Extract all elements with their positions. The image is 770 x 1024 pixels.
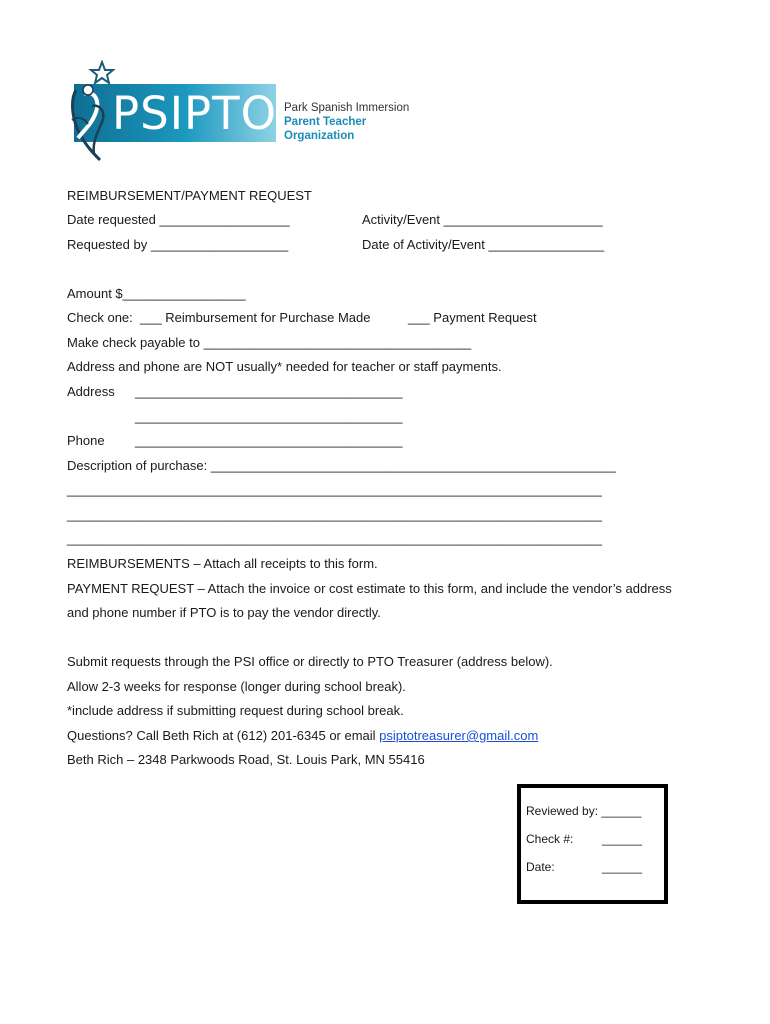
logo-wordmark: PSIPTO bbox=[112, 87, 278, 140]
treasurer-address: Beth Rich – 2348 Parkwoods Road, St. Louis Park, MN 55416 bbox=[67, 752, 425, 767]
psipto-logo bbox=[66, 60, 410, 164]
payment-request-instruction-1: PAYMENT REQUEST – Attach the invoice or cost estimate to this form, and include the vendor’s address bbox=[67, 581, 672, 596]
activity-event-field[interactable]: Activity/Event ______________________ bbox=[362, 212, 603, 227]
check-number-label: Check #: bbox=[526, 832, 574, 846]
date-of-activity-field[interactable]: Date of Activity/Event ________________ bbox=[362, 237, 605, 252]
treasurer-email-link[interactable]: psiptotreasurer@gmail.com bbox=[379, 728, 539, 743]
address-label: Address bbox=[67, 384, 115, 399]
address-line-1[interactable]: _____________________________________ bbox=[135, 384, 403, 399]
payable-to-field[interactable]: Make check payable to _____________________________________ bbox=[67, 335, 472, 350]
allow-instruction: Allow 2-3 weeks for response (longer during school break). bbox=[67, 679, 406, 694]
org-name-line-2: Parent Teacher bbox=[284, 116, 367, 128]
form-title: REIMBURSEMENT/PAYMENT REQUEST bbox=[67, 188, 312, 203]
office-review-box bbox=[517, 784, 668, 904]
reimbursements-instruction: REIMBURSEMENTS – Attach all receipts to this form. bbox=[67, 556, 378, 571]
review-date-line[interactable]: ______ bbox=[602, 860, 643, 874]
description-line-1[interactable]: __________________________________________________________________________ bbox=[67, 482, 603, 497]
description-field[interactable]: Description of purchase: ________________________________________________________ bbox=[67, 458, 616, 473]
requested-by-field[interactable]: Requested by ___________________ bbox=[67, 237, 289, 252]
check-number-line[interactable]: ______ bbox=[602, 832, 643, 846]
phone-label: Phone bbox=[67, 433, 105, 448]
payment-request-checkbox[interactable]: ___ Payment Request bbox=[408, 310, 537, 325]
org-name-line-3: Organization bbox=[284, 130, 355, 142]
review-date-label: Date: bbox=[526, 860, 555, 874]
description-line-2[interactable]: __________________________________________________________________________ bbox=[67, 507, 603, 522]
address-note: Address and phone are NOT usually* needed for teacher or staff payments. bbox=[67, 359, 502, 374]
date-requested-field[interactable]: Date requested __________________ bbox=[67, 212, 290, 227]
amount-field[interactable]: Amount $_________________ bbox=[67, 286, 246, 301]
reimbursement-checkbox[interactable]: Check one: ___ Reimbursement for Purchase Made bbox=[67, 310, 371, 325]
questions-text: Questions? Call Beth Rich at (612) 201-6345 or email bbox=[67, 728, 380, 743]
phone-line[interactable]: _____________________________________ bbox=[135, 433, 403, 448]
description-line-3[interactable]: __________________________________________________________________________ bbox=[67, 531, 603, 546]
org-name-line-1: Park Spanish Immersion bbox=[284, 102, 410, 114]
submit-instruction: Submit requests through the PSI office or directly to PTO Treasurer (address below). bbox=[67, 654, 553, 669]
include-instruction: *include address if submitting request during school break. bbox=[67, 703, 404, 718]
payment-request-instruction-2: and phone number if PTO is to pay the vendor directly. bbox=[67, 605, 381, 620]
address-line-2[interactable]: _____________________________________ bbox=[135, 409, 403, 424]
questions-line bbox=[67, 728, 538, 744]
reviewed-by-field[interactable]: Reviewed by: ______ bbox=[526, 804, 642, 818]
